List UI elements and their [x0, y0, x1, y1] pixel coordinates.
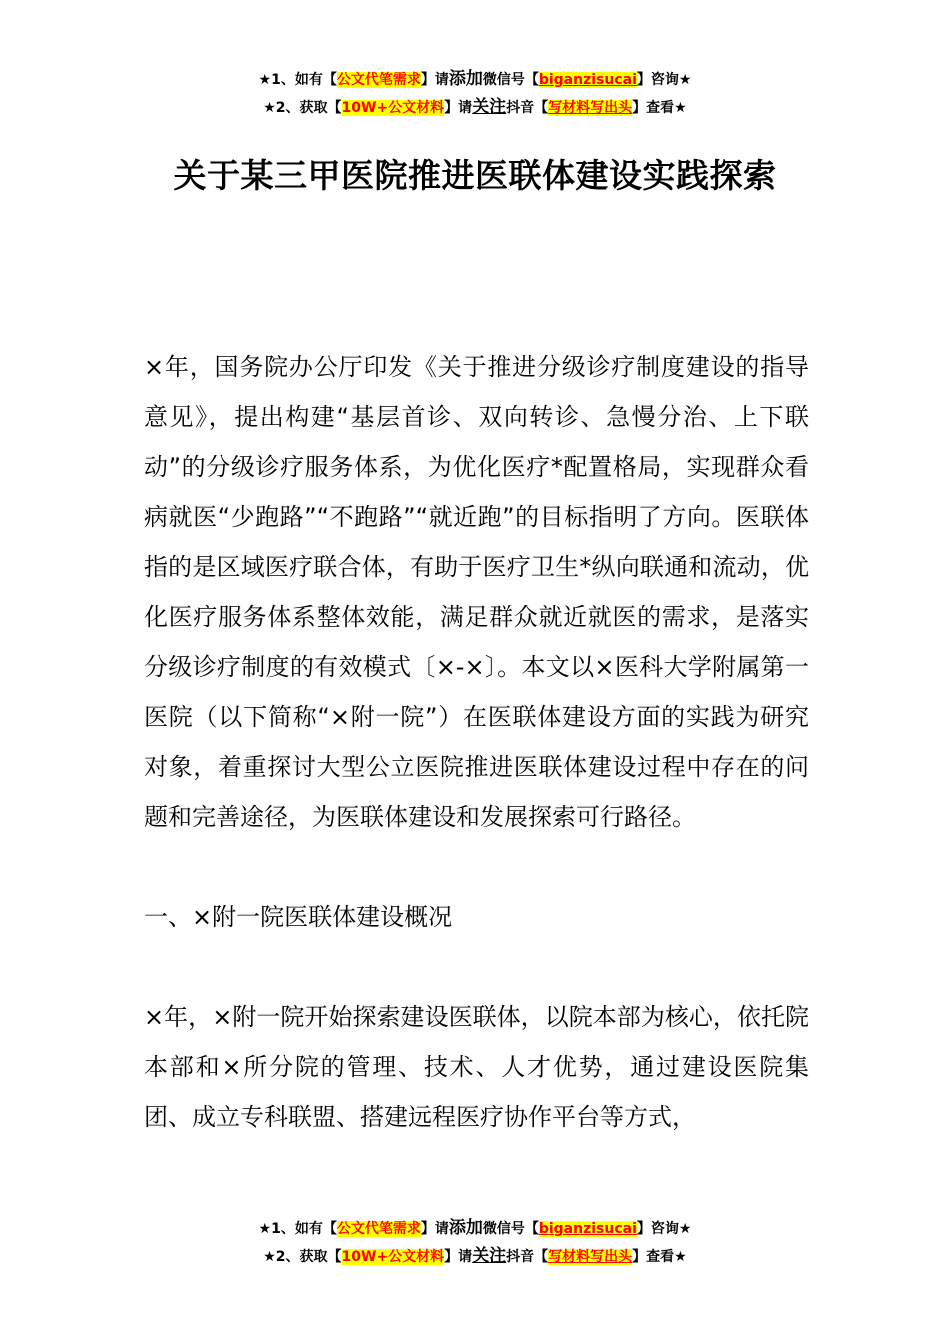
- promo-text: ★1、如有【: [258, 1221, 337, 1237]
- promo-text: 微信号【: [482, 72, 539, 88]
- promo-line-1: [0, 1215, 950, 1243]
- promo-text: ★2、获取【: [263, 1249, 342, 1265]
- promo-highlight: 10W+公文材料: [341, 100, 445, 116]
- promo-line-2: [0, 1243, 950, 1271]
- promo-text: ★1、如有【: [258, 72, 337, 88]
- promo-line-2: [0, 94, 950, 122]
- paragraph-spacer: [144, 942, 809, 992]
- promo-text: 微信号【: [482, 1221, 539, 1237]
- promo-text: 】请: [444, 1249, 473, 1265]
- promo-emphasis: 添加: [448, 69, 483, 89]
- promo-emphasis: 关注: [472, 1246, 507, 1266]
- promo-text: 】查看★: [632, 1249, 687, 1265]
- promo-text: 抖音【: [506, 1249, 549, 1265]
- body-paragraph-2: ×年，×附一院开始探索建设医联体，以院本部为核心，依托院本部和×所分院的管理、技术、人才优势，通过建设医院集团、成立专科联盟、搭建远程医疗协作平台等方式，: [144, 1003, 809, 1131]
- document-title: 关于某三甲医院推进医联体建设实践探索: [173, 156, 777, 195]
- paragraph-spacer: [144, 842, 809, 892]
- promo-line-1: [0, 66, 950, 94]
- promo-highlight: 10W+公文材料: [341, 1249, 445, 1265]
- promo-highlight: 公文代笔需求: [336, 72, 421, 88]
- promo-text: 抖音【: [506, 100, 549, 116]
- promo-highlight: 公文代笔需求: [336, 1221, 421, 1237]
- section-heading-1: 一、×附一院医联体建设概况: [144, 903, 453, 931]
- promo-text: ★2、获取【: [263, 100, 342, 116]
- douyin-account-link[interactable]: 写材料写出头: [548, 1249, 633, 1265]
- bottom-promo-banner: [0, 1215, 950, 1271]
- douyin-account-link[interactable]: 写材料写出头: [548, 100, 633, 116]
- promo-text: 】请: [420, 1221, 449, 1237]
- promo-text: 】请: [444, 100, 473, 116]
- top-promo-banner: [0, 66, 950, 122]
- promo-text: 】咨询★: [636, 1221, 692, 1237]
- promo-emphasis: 关注: [472, 97, 507, 117]
- wechat-id-link[interactable]: biganzisucai: [538, 1221, 637, 1237]
- promo-text: 】请: [420, 72, 449, 88]
- body-paragraph-1: ×年，国务院办公厅印发《关于推进分级诊疗制度建设的指导意见》，提出构建“基层首诊、双向转诊、急慢分治、上下联动”的分级诊疗服务体系，为优化医疗*配置格局，实现群众看病就医“少跑路”“不跑路”“就近跑”的目标指明了方向。医联体指的是区域医疗联合体，有助于医疗卫生*纵向联通和流动，优化医疗服务体系整体效能，满足群众就近就医的需求，是落实分级诊疗制度的有效模式〔×-×〕。本文以×医科大学附属第一医院（以下简称“×附一院”）在医联体建设方面的实践为研究对象，着重探讨大型公立医院推进医联体建设过程中存在的问题和完善途径，为医联体建设和发展探索可行路径。: [144, 353, 809, 831]
- document-body: [144, 342, 809, 1142]
- promo-emphasis: 添加: [448, 1218, 483, 1238]
- promo-text: 】查看★: [632, 100, 687, 116]
- promo-text: 】咨询★: [636, 72, 692, 88]
- wechat-id-link[interactable]: biganzisucai: [538, 72, 637, 88]
